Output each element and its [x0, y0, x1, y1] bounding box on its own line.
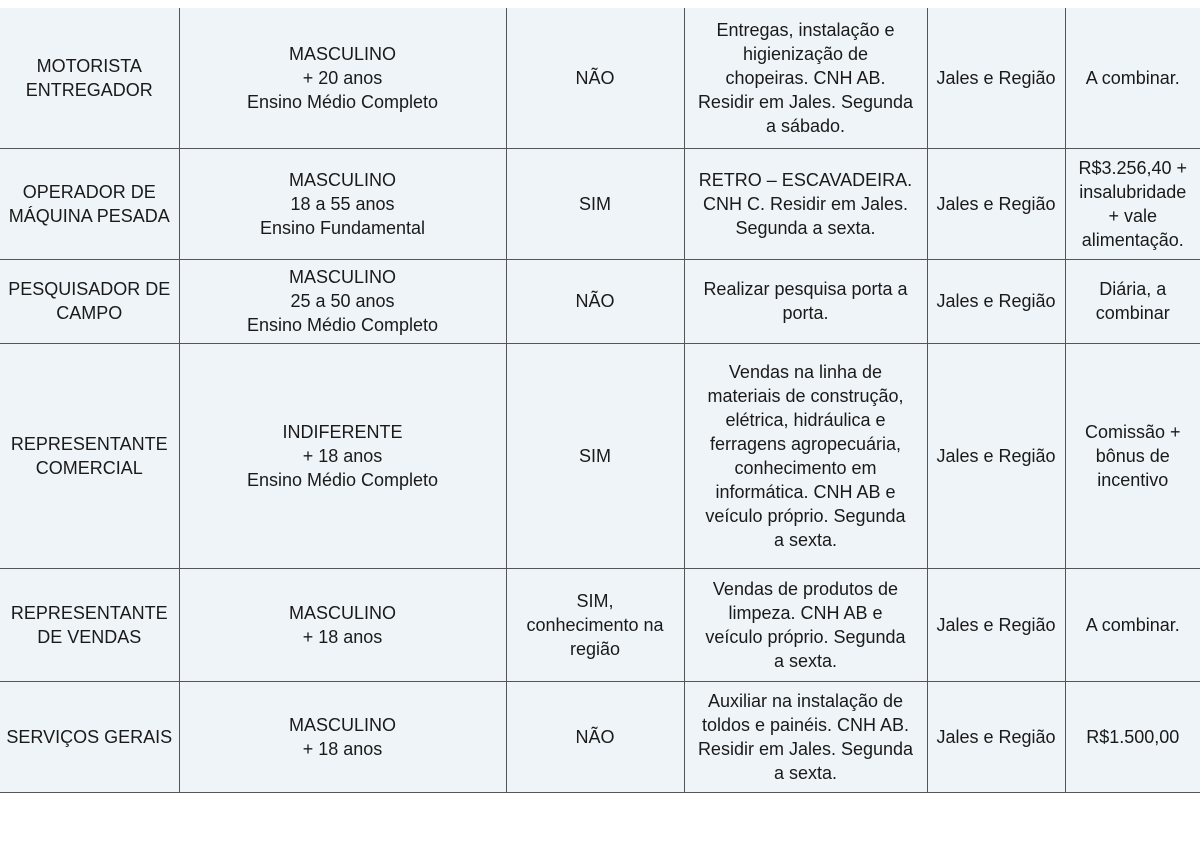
job-listings-table	[0, 8, 1200, 793]
experiencia-cell: NÃO	[506, 681, 684, 792]
perfil-cell: MASCULINO + 18 anos	[179, 568, 506, 681]
atividades-cell: Realizar pesquisa porta a porta.	[684, 259, 927, 343]
salario-cell: A combinar.	[1065, 568, 1200, 681]
atividades-cell: Vendas na linha de materiais de construção, elétrica, hidráulica e ferragens agropecuária, conhecimento em informática. CNH AB e veículo próprio. Segunda a sexta.	[684, 343, 927, 568]
atividades-cell: Auxiliar na instalação de toldos e painéis. CNH AB. Residir em Jales. Segunda a sexta.	[684, 681, 927, 792]
local-cell: Jales e Região	[927, 8, 1065, 148]
salario-cell: Diária, a combinar	[1065, 259, 1200, 343]
salario-cell: R$3.256,40 + insalubridade + vale alimentação.	[1065, 148, 1200, 259]
job-listings-sheet	[0, 8, 1200, 793]
table-row	[0, 259, 1200, 343]
salario-cell: A combinar.	[1065, 8, 1200, 148]
table-row	[0, 681, 1200, 792]
perfil-cell: MASCULINO + 20 anos Ensino Médio Completo	[179, 8, 506, 148]
local-cell: Jales e Região	[927, 343, 1065, 568]
local-cell: Jales e Região	[927, 148, 1065, 259]
atividades-cell: Vendas de produtos de limpeza. CNH AB e veículo próprio. Segunda a sexta.	[684, 568, 927, 681]
table-row	[0, 568, 1200, 681]
perfil-cell: MASCULINO 18 a 55 anos Ensino Fundamental	[179, 148, 506, 259]
perfil-cell: MASCULINO 25 a 50 anos Ensino Médio Completo	[179, 259, 506, 343]
cargo-cell: MOTORISTA ENTREGADOR	[0, 8, 179, 148]
experiencia-cell: SIM	[506, 343, 684, 568]
local-cell: Jales e Região	[927, 568, 1065, 681]
local-cell: Jales e Região	[927, 259, 1065, 343]
cargo-cell: OPERADOR DE MÁQUINA PESADA	[0, 148, 179, 259]
cargo-cell: REPRESENTANTE DE VENDAS	[0, 568, 179, 681]
experiencia-cell: NÃO	[506, 259, 684, 343]
cargo-cell: SERVIÇOS GERAIS	[0, 681, 179, 792]
salario-cell: Comissão + bônus de incentivo	[1065, 343, 1200, 568]
table-row	[0, 343, 1200, 568]
perfil-cell: MASCULINO + 18 anos	[179, 681, 506, 792]
table-row	[0, 148, 1200, 259]
cargo-cell: PESQUISADOR DE CAMPO	[0, 259, 179, 343]
atividades-cell: RETRO – ESCAVADEIRA. CNH C. Residir em Jales. Segunda a sexta.	[684, 148, 927, 259]
experiencia-cell: SIM, conhecimento na região	[506, 568, 684, 681]
experiencia-cell: SIM	[506, 148, 684, 259]
experiencia-cell: NÃO	[506, 8, 684, 148]
salario-cell: R$1.500,00	[1065, 681, 1200, 792]
atividades-cell: Entregas, instalação e higienização de chopeiras. CNH AB. Residir em Jales. Segunda a sábado.	[684, 8, 927, 148]
table-row	[0, 8, 1200, 148]
perfil-cell: INDIFERENTE + 18 anos Ensino Médio Completo	[179, 343, 506, 568]
local-cell: Jales e Região	[927, 681, 1065, 792]
cargo-cell: REPRESENTANTE COMERCIAL	[0, 343, 179, 568]
